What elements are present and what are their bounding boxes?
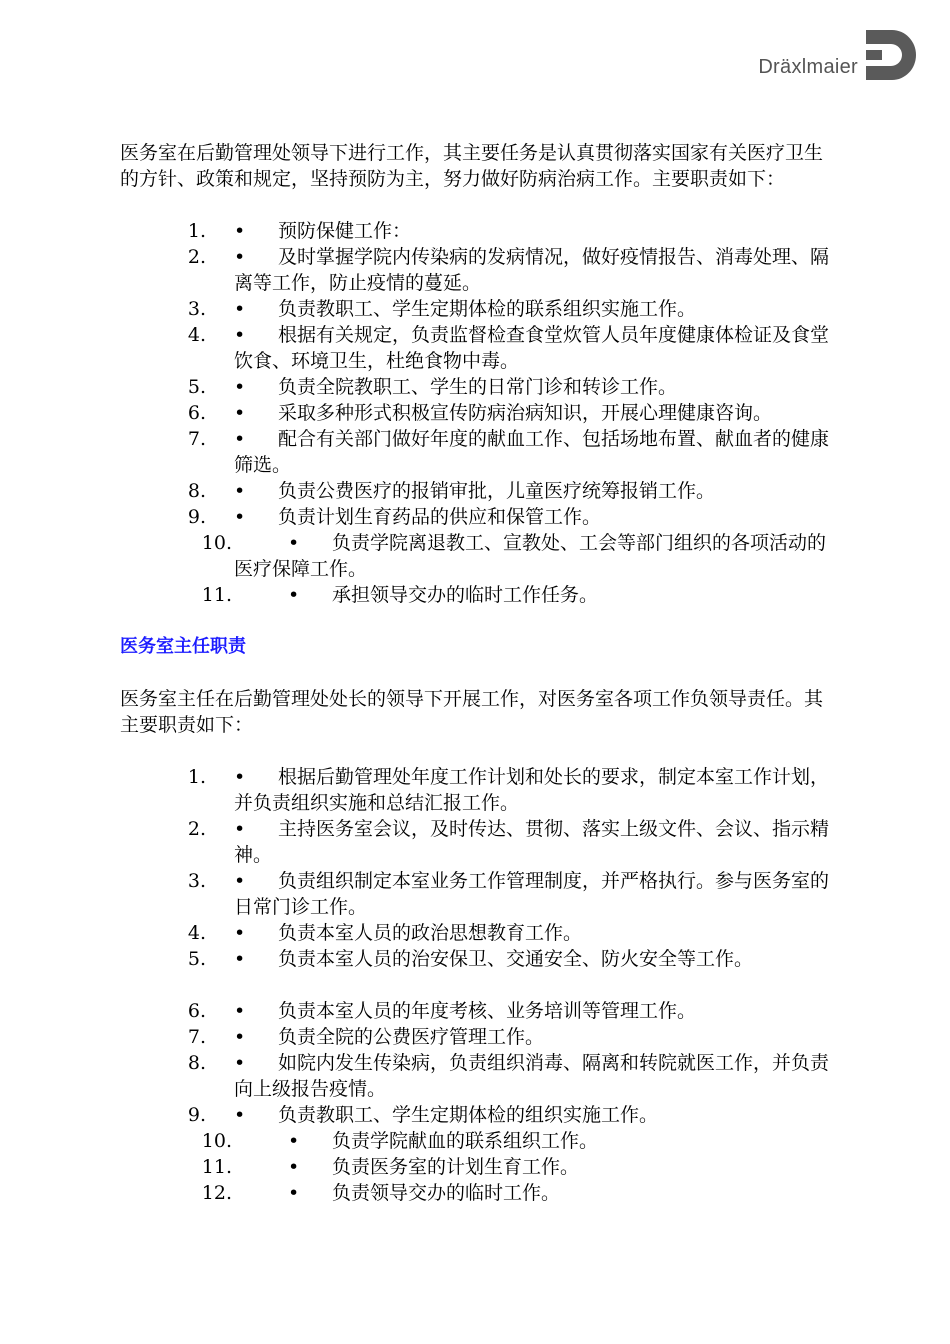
list-item: [120, 816, 830, 868]
list-item-text: 负责组织制定本室业务工作管理制度，并严格执行。参与医务室的日常门诊工作。: [234, 870, 830, 918]
bullet-icon: •: [288, 584, 300, 606]
list-item-number: 10.: [201, 1130, 232, 1152]
list-item-number: 1.: [187, 220, 206, 242]
list-item: [120, 868, 830, 920]
list-item-number: 7.: [187, 428, 206, 450]
list-item-text: 采取多种形式积极宣传防病治病知识，开展心理健康咨询。: [278, 402, 773, 424]
list-item: [120, 478, 830, 504]
list-item: [120, 400, 830, 426]
list-item-number: 6.: [187, 402, 206, 424]
bullet-icon: •: [288, 1156, 300, 1178]
list-item: [120, 1128, 830, 1154]
bullet-icon: •: [234, 376, 246, 398]
list-item: [120, 504, 830, 530]
list-item: [120, 1102, 830, 1128]
list-item: [120, 1180, 830, 1206]
list-item: [120, 374, 830, 400]
intro-paragraph-2: 医务室主任在后勤管理处处长的领导下开展工作，对医务室各项工作负领导责任。其主要职责如下：: [120, 688, 824, 736]
duties-list: [120, 218, 830, 608]
list-item-number: 2.: [187, 818, 206, 840]
list-item-number: 9.: [187, 506, 206, 528]
list-item-text: 根据有关规定，负责监督检查食堂炊管人员年度健康体检证及食堂饮食、环境卫生，杜绝食物中毒。: [234, 324, 830, 372]
bullet-icon: •: [234, 948, 246, 970]
list-item-number: 1.: [187, 766, 206, 788]
bullet-icon: •: [234, 506, 246, 528]
draexlmaier-d-logo-icon: [866, 30, 916, 80]
list-item-number: 11.: [201, 1156, 232, 1178]
section-heading: 医务室主任职责: [120, 636, 246, 657]
list-item-text: 根据后勤管理处年度工作计划和处长的要求，制定本室工作计划，并负责组织实施和总结汇报工作。: [234, 766, 830, 814]
list-item-number: 3.: [187, 298, 206, 320]
list-item-number: 11.: [201, 584, 232, 606]
bullet-icon: •: [288, 1182, 300, 1204]
bullet-icon: •: [234, 1000, 246, 1022]
list-item-number: 8.: [187, 1052, 206, 1074]
director-duties-list: [120, 764, 830, 1206]
list-item-text: 负责教职工、学生定期体检的组织实施工作。: [278, 1104, 659, 1126]
list-item-text: 负责全院教职工、学生的日常门诊和转诊工作。: [278, 376, 678, 398]
bullet-icon: •: [234, 1104, 246, 1126]
list-item: [120, 1154, 830, 1180]
list-item-number: 4.: [187, 922, 206, 944]
list-item-text: 负责本室人员的政治思想教育工作。: [278, 922, 583, 944]
list-item-number: 9.: [187, 1104, 206, 1126]
bullet-icon: •: [288, 532, 300, 554]
list-item-text: 负责学院离退教工、宣教处、工会等部门组织的各项活动的医疗保障工作。: [234, 532, 827, 580]
list-item: [120, 1050, 830, 1102]
list-item-text: 配合有关部门做好年度的献血工作、包括场地布置、献血者的健康筛选。: [234, 428, 830, 476]
list-item-number: 8.: [187, 480, 206, 502]
list-item: [120, 764, 830, 816]
brand-logo: [758, 30, 916, 80]
list-item-number: 3.: [187, 870, 206, 892]
list-item-text: 负责教职工、学生定期体检的联系组织实施工作。: [278, 298, 697, 320]
list-item-number: 5.: [187, 948, 206, 970]
bullet-icon: •: [288, 1130, 300, 1152]
bullet-icon: •: [234, 922, 246, 944]
list-item: [120, 530, 830, 582]
bullet-icon: •: [234, 324, 246, 346]
list-item-number: 2.: [187, 246, 206, 268]
bullet-icon: •: [234, 246, 246, 268]
list-item-number: 7.: [187, 1026, 206, 1048]
list-item: [120, 218, 830, 244]
brand-name: Dräxlmaier: [758, 56, 858, 78]
list-item: [120, 946, 830, 972]
list-item: [120, 920, 830, 946]
list-item: [120, 322, 830, 374]
list-item-text: 负责医务室的计划生育工作。: [332, 1156, 580, 1178]
list-item-text: 负责本室人员的年度考核、业务培训等管理工作。: [278, 1000, 697, 1022]
list-item-text: 负责公费医疗的报销审批，儿童医疗统筹报销工作。: [278, 480, 716, 502]
bullet-icon: •: [234, 298, 246, 320]
bullet-icon: •: [234, 818, 246, 840]
bullet-icon: •: [234, 480, 246, 502]
bullet-icon: •: [234, 428, 246, 450]
bullet-icon: •: [234, 870, 246, 892]
bullet-icon: •: [234, 1052, 246, 1074]
list-item: [120, 998, 830, 1024]
list-item-text: 及时掌握学院内传染病的发病情况，做好疫情报告、消毒处理、隔离等工作，防止疫情的蔓延。: [234, 246, 830, 294]
list-item-number: 12.: [201, 1182, 232, 1204]
list-item-number: 10.: [201, 532, 232, 554]
list-item-text: 负责计划生育药品的供应和保管工作。: [278, 506, 602, 528]
list-item: [120, 296, 830, 322]
bullet-icon: •: [234, 1026, 246, 1048]
bullet-icon: •: [234, 402, 246, 424]
list-item-number: 6.: [187, 1000, 206, 1022]
list-item: [120, 244, 830, 296]
list-item-text: 负责全院的公费医疗管理工作。: [278, 1026, 545, 1048]
bullet-icon: •: [234, 766, 246, 788]
intro-paragraph: 医务室在后勤管理处领导下进行工作，其主要任务是认真贯彻落实国家有关医疗卫生的方针、政策和规定，坚持预防为主，努力做好防病治病工作。主要职责如下：: [120, 142, 824, 190]
list-item: [120, 582, 830, 608]
document-body: [120, 140, 830, 1232]
list-item-number: 5.: [187, 376, 206, 398]
list-item: [120, 1024, 830, 1050]
list-item-text: 负责学院献血的联系组织工作。: [332, 1130, 599, 1152]
list-item-number: 4.: [187, 324, 206, 346]
list-item-text: 主持医务室会议，及时传达、贯彻、落实上级文件、会议、指示精神。: [234, 818, 830, 866]
list-item-text: 如院内发生传染病，负责组织消毒、隔离和转院就医工作，并负责向上级报告疫情。: [234, 1052, 830, 1100]
list-item-text: 负责本室人员的治安保卫、交通安全、防火安全等工作。: [278, 948, 754, 970]
bullet-icon: •: [234, 220, 246, 242]
list-item-text: 预防保健工作：: [278, 220, 412, 242]
list-item: [120, 426, 830, 478]
list-item-text: 承担领导交办的临时工作任务。: [332, 584, 599, 606]
list-item-text: 负责领导交办的临时工作。: [332, 1182, 561, 1204]
